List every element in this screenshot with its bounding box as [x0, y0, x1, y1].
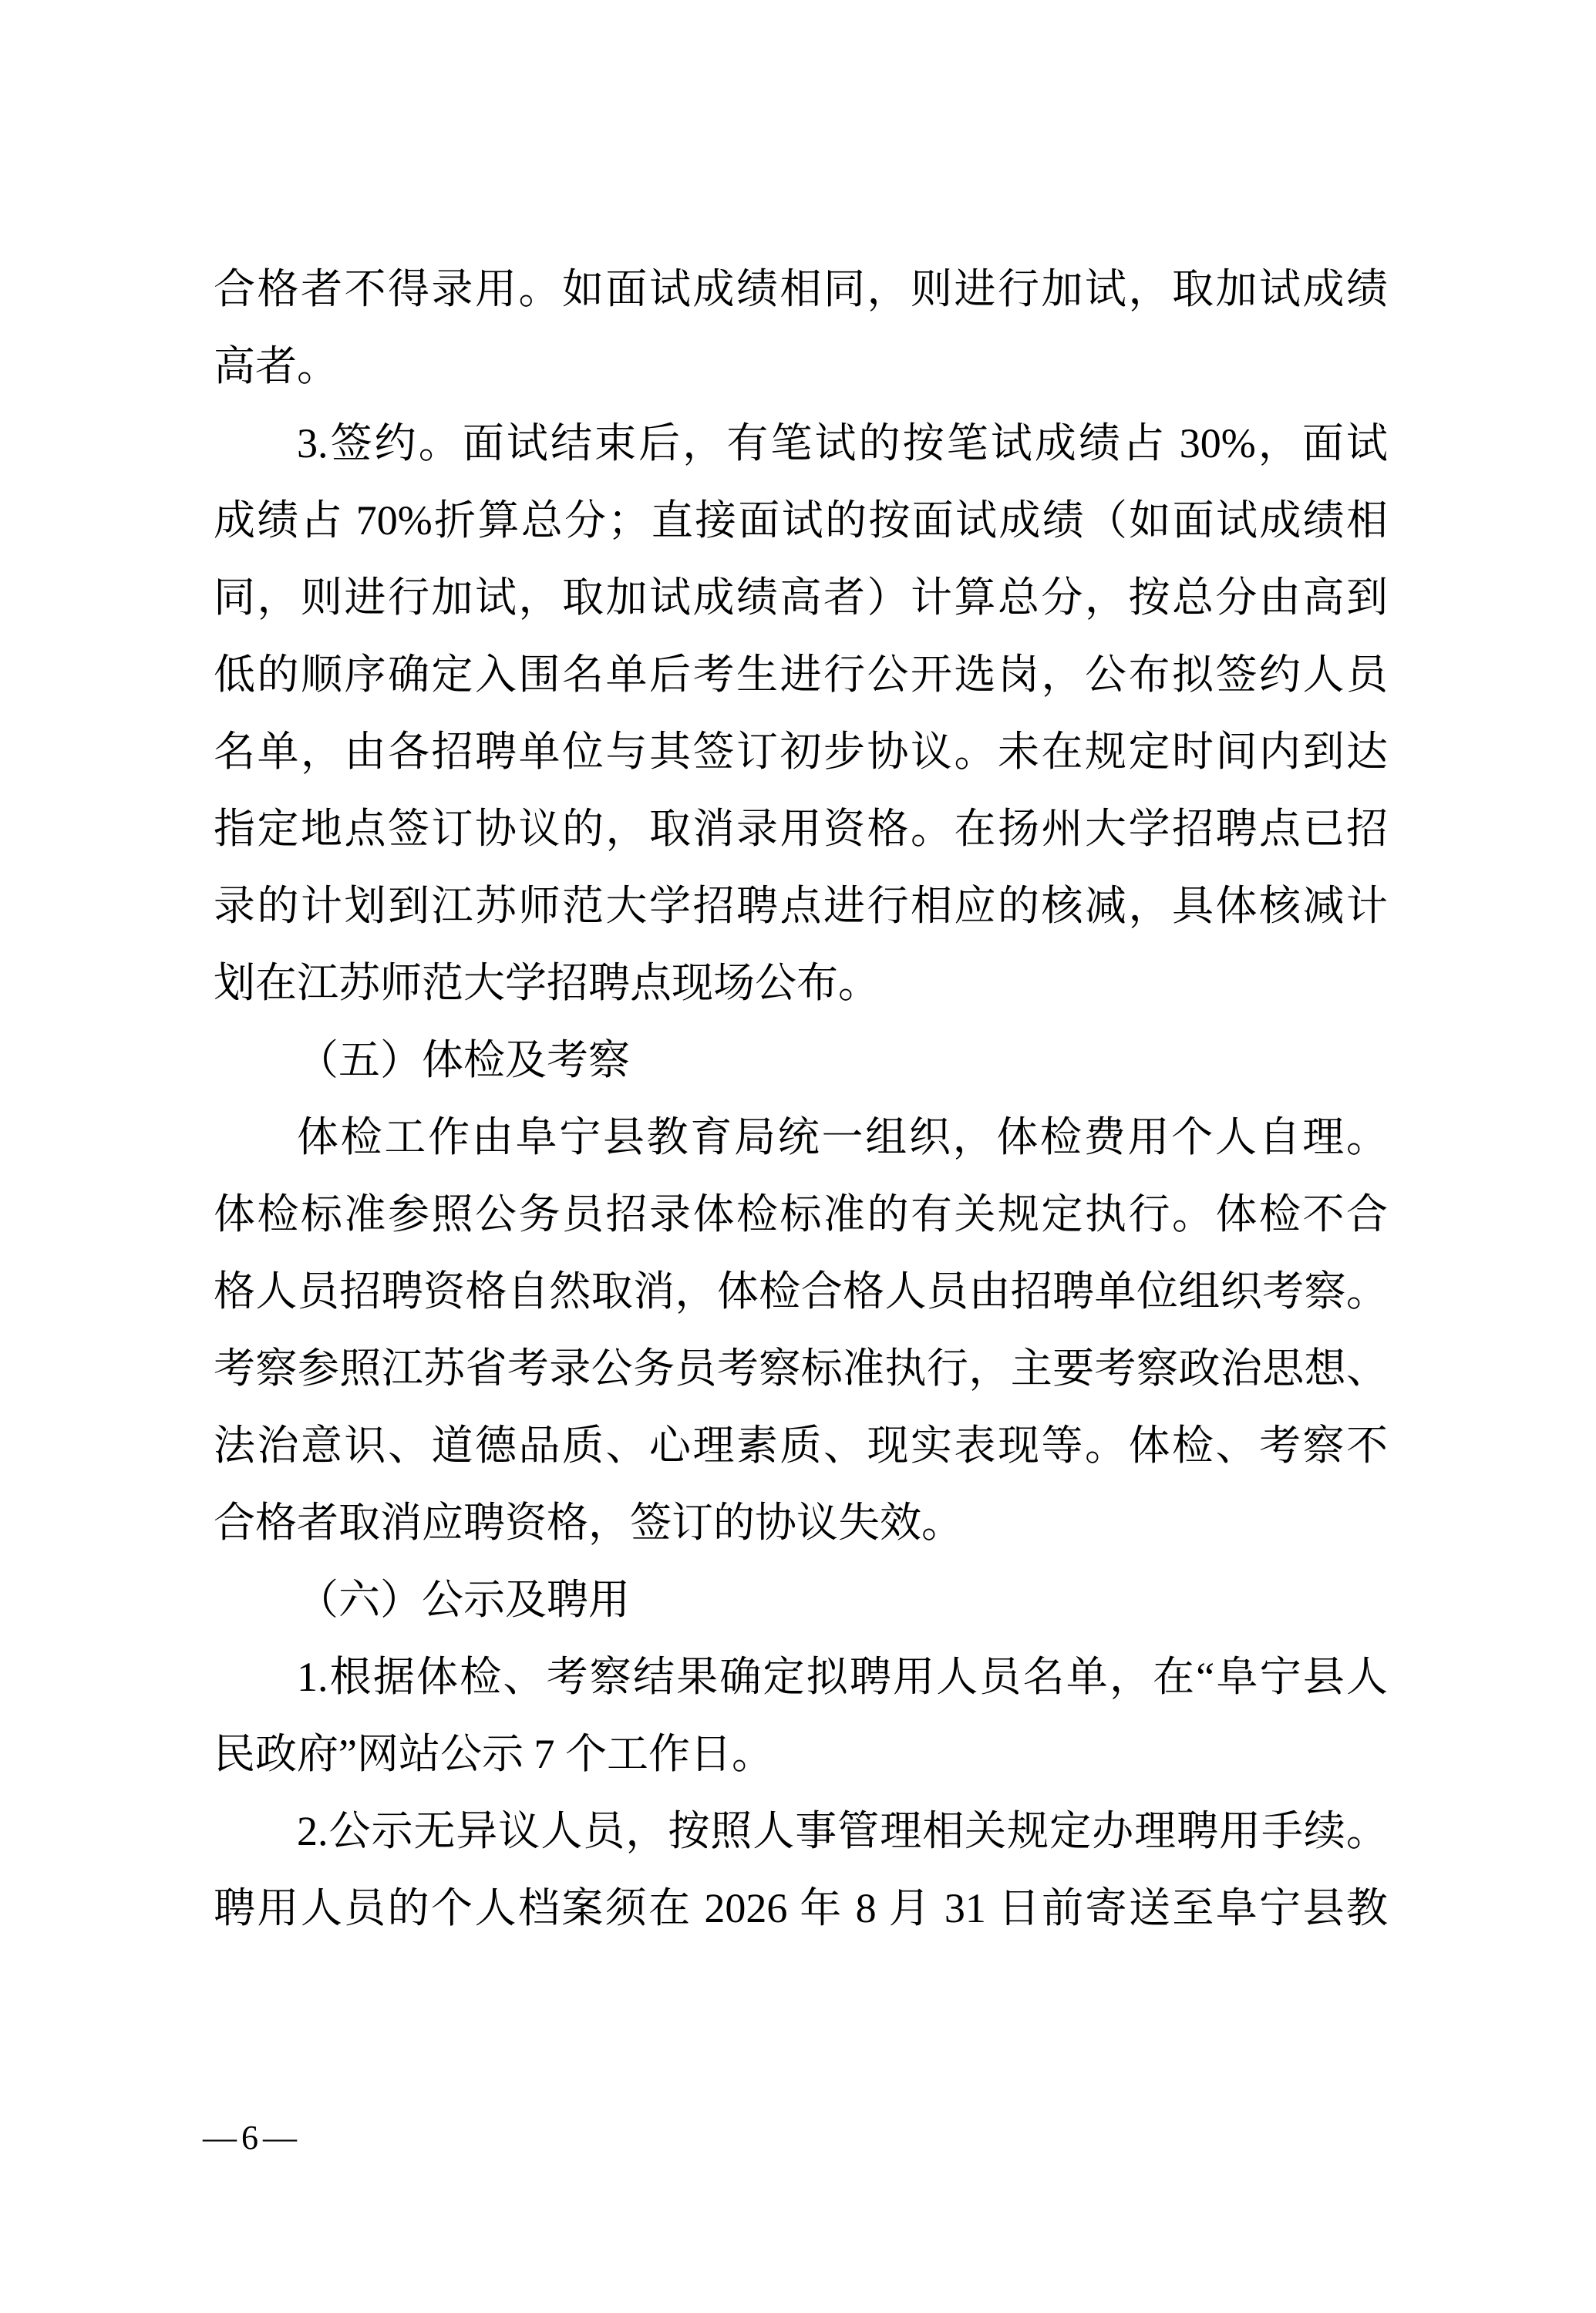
text-line: 体检标准参照公务员招录体检标准的有关规定执行。体检不合 [214, 1191, 1388, 1237]
text-line: 考察参照江苏省考录公务员考察标准执行，主要考察政治思想、 [214, 1345, 1388, 1392]
text-line: 划在江苏师范大学招聘点现场公布。 [214, 960, 880, 1006]
text-line: 低的顺序确定入围名单后考生进行公开选岗，公布拟签约人员 [214, 651, 1388, 698]
document-body [214, 251, 1388, 1947]
text-line: 录的计划到江苏师范大学招聘点进行相应的核减，具体核减计 [214, 883, 1388, 929]
text-line: 3.签约。面试结束后，有笔试的按笔试成绩占 30%，面试 [297, 420, 1388, 466]
text-line: 名单，由各招聘单位与其签订初步协议。未在规定时间内到达 [214, 729, 1388, 775]
text-line: 2.公示无异议人员，按照人事管理相关规定办理聘用手续。 [297, 1808, 1388, 1854]
text-line: 合格者不得录用。如面试成绩相同，则进行加试，取加试成绩 [214, 266, 1388, 312]
page-number: —6— [203, 2119, 301, 2156]
text-line: 同，则进行加试，取加试成绩高者）计算总分，按总分由高到 [214, 574, 1388, 621]
section-heading: （六）公示及聘用 [297, 1577, 630, 1623]
text-line: 高者。 [214, 343, 338, 389]
text-line: 合格者取消应聘资格，签订的协议失效。 [214, 1500, 963, 1546]
text-line: 格人员招聘资格自然取消，体检合格人员由招聘单位组织考察。 [214, 1268, 1388, 1315]
text-line: 法治意识、道德品质、心理素质、现实表现等。体检、考察不 [214, 1422, 1388, 1469]
text-line: 体检工作由阜宁县教育局统一组织，体检费用个人自理。 [297, 1114, 1388, 1160]
section-heading: （五）体检及考察 [297, 1037, 630, 1083]
text-line: 1.根据体检、考察结果确定拟聘用人员名单，在“阜宁县人 [297, 1654, 1388, 1700]
text-line: 指定地点签订协议的，取消录用资格。在扬州大学招聘点已招 [214, 806, 1388, 852]
text-line: 聘用人员的个人档案须在 2026 年 8 月 31 日前寄送至阜宁县教 [214, 1885, 1388, 1931]
text-line: 成绩占 70%折算总分；直接面试的按面试成绩（如面试成绩相 [214, 497, 1388, 544]
text-line: 民政府”网站公示 7 个工作日。 [214, 1731, 773, 1777]
